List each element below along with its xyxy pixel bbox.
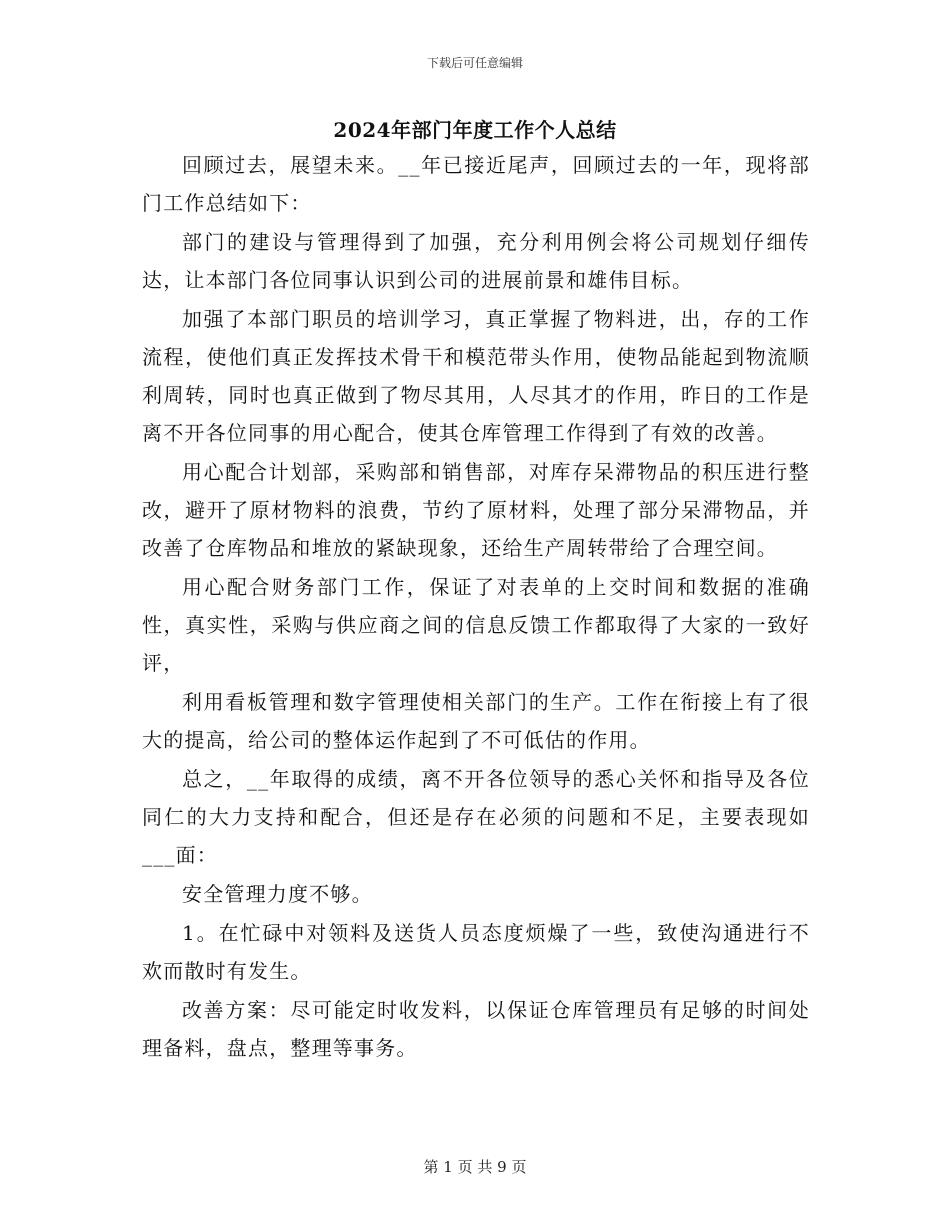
paragraph: 回顾过去，展望未来。__年已接近尾声，回顾过去的一年，现将部门工作总结如下： <box>142 153 810 215</box>
paragraph: 用心配合财务部门工作，保证了对表单的上交时间和数据的准确性，真实性，采购与供应商之间的信息反馈工作都取得了大家的一致好评， <box>142 575 810 675</box>
paragraph: 总之，__年取得的成绩，离不开各位领导的悉心关怀和指导及各位同仁的大力支持和配合，但还是存在必须的问题和不足，主要表现如___面： <box>142 767 810 867</box>
paragraph: 改善方案：尽可能定时收发料，以保证仓库管理员有足够的时间处理备料，盘点，整理等事务。 <box>142 998 810 1060</box>
paragraph: 用心配合计划部，采购部和销售部，对库存呆滞物品的积压进行整改，避开了原材物料的浪费，节约了原材料，处理了部分呆滞物品，并改善了仓库物品和堆放的紧缺现象，还给生产周转带给了合理空间。 <box>142 460 810 560</box>
document-body <box>142 146 810 1067</box>
page-footer: 第 1 页 共 9 页 <box>423 1158 527 1176</box>
paragraph: 加强了本部门职员的培训学习，真正掌握了物料进，出，存的工作流程，使他们真正发挥技术骨干和模范带头作用，使物品能起到物流顺利周转，同时也真正做到了物尽其用，人尽其才的作用，昨日的工作是离不开各位同事的用心配合，使其仓库管理工作得到了有效的改善。 <box>142 307 810 445</box>
header-note: 下载后可任意编辑 <box>426 56 523 70</box>
document-title: 2024年部门年度工作个人总结 <box>333 118 617 142</box>
paragraph: 部门的建设与管理得到了加强，充分利用例会将公司规划仔细传达，让本部门各位同事认识到公司的进展前景和雄伟目标。 <box>142 230 810 292</box>
paragraph: 安全管理力度不够。 <box>182 882 373 906</box>
paragraph: 1。在忙碌中对领料及送货人员态度烦燥了一些，致使沟通进行不欢而散时有发生。 <box>142 921 810 983</box>
paragraph: 利用看板管理和数字管理使相关部门的生产。工作在衔接上有了很大的提高，给公司的整体运作起到了不可低估的作用。 <box>142 690 810 752</box>
